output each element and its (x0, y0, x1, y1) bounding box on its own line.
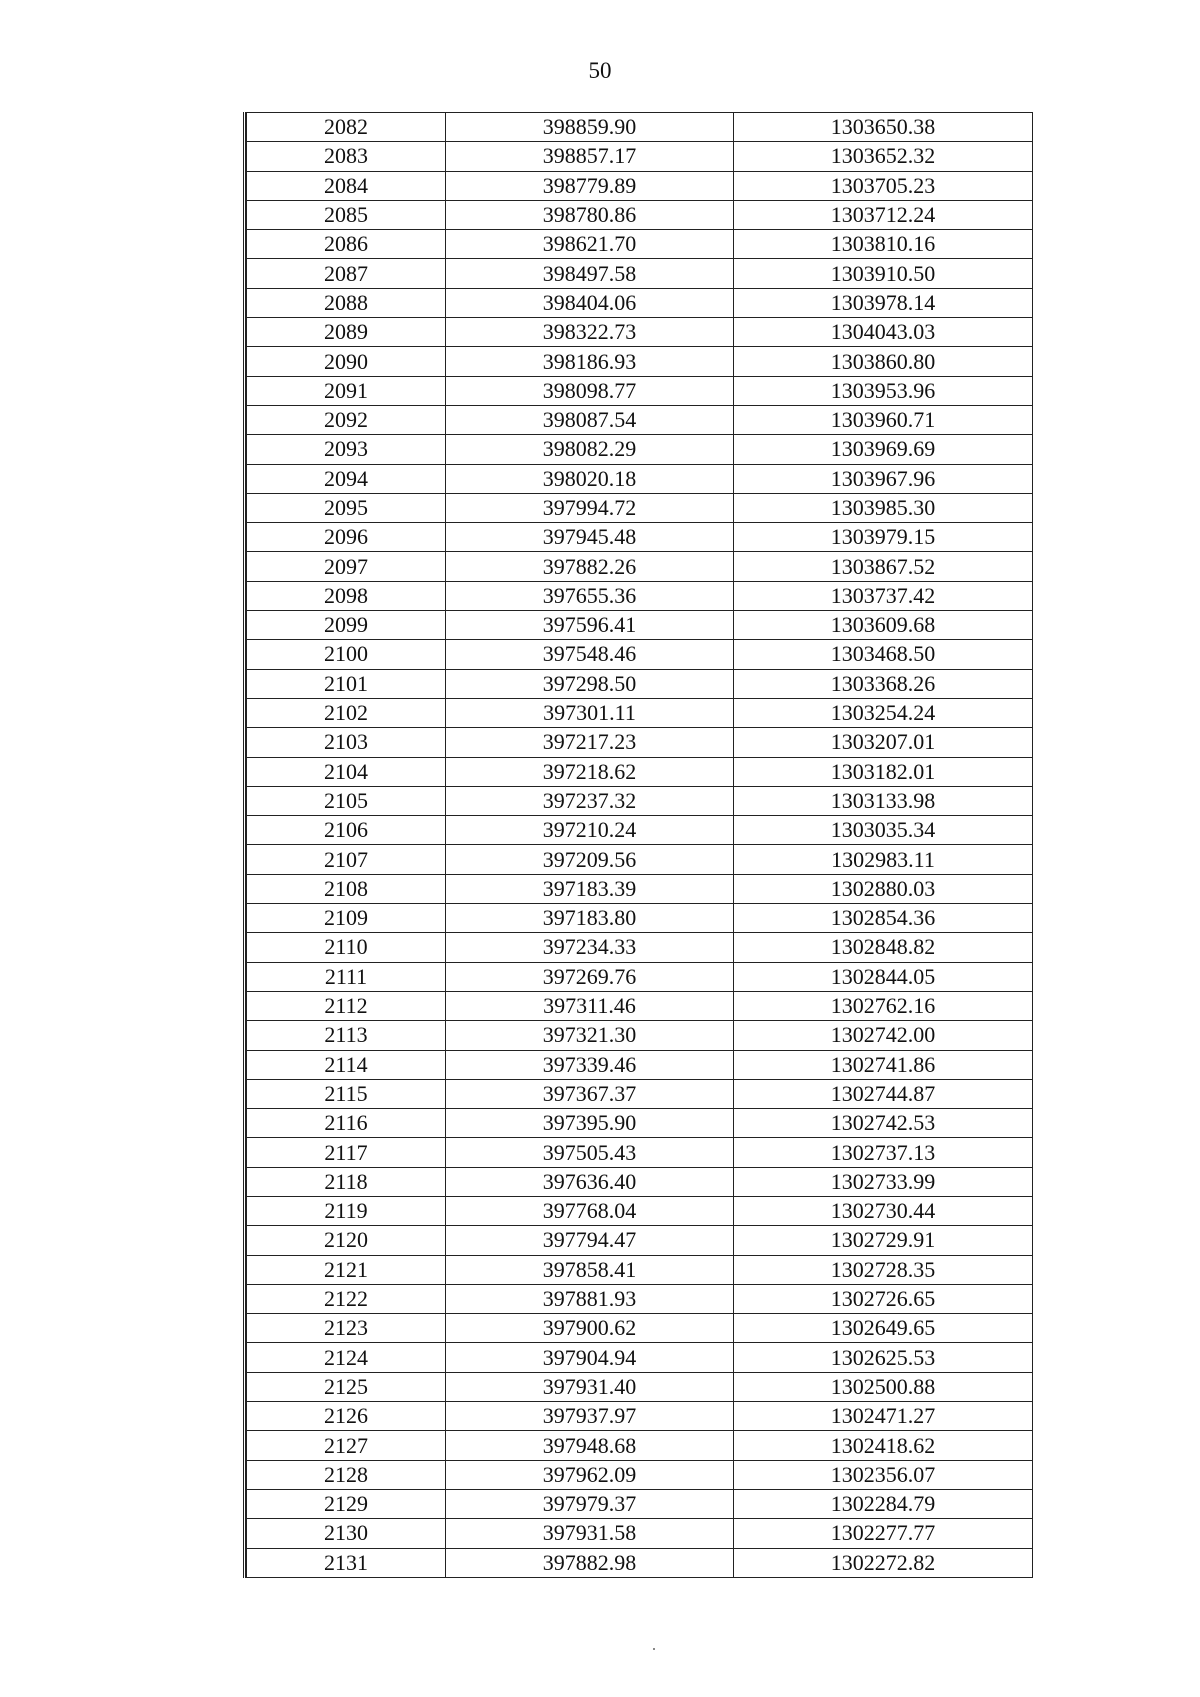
point-number-cell: 2090 (247, 347, 446, 376)
x-coordinate-cell: 397183.39 (446, 874, 734, 903)
y-coordinate-cell: 1303860.80 (734, 347, 1033, 376)
y-coordinate-cell: 1303650.38 (734, 113, 1033, 142)
table-row (247, 1109, 1033, 1138)
y-coordinate-cell: 1302726.65 (734, 1284, 1033, 1313)
table-row (247, 405, 1033, 434)
point-number-cell: 2098 (247, 581, 446, 610)
y-coordinate-cell: 1303712.24 (734, 200, 1033, 229)
x-coordinate-cell: 397218.62 (446, 757, 734, 786)
y-coordinate-cell: 1302728.35 (734, 1255, 1033, 1284)
y-coordinate-cell: 1302277.77 (734, 1519, 1033, 1548)
table-row (247, 581, 1033, 610)
x-coordinate-cell: 398322.73 (446, 318, 734, 347)
point-number-cell: 2112 (247, 991, 446, 1020)
y-coordinate-cell: 1302356.07 (734, 1460, 1033, 1489)
y-coordinate-cell: 1303978.14 (734, 288, 1033, 317)
coordinates-table (246, 112, 1033, 1578)
x-coordinate-cell: 398082.29 (446, 435, 734, 464)
y-coordinate-cell: 1303737.42 (734, 581, 1033, 610)
y-coordinate-cell: 1302730.44 (734, 1196, 1033, 1225)
y-coordinate-cell: 1303979.15 (734, 523, 1033, 552)
table-row (247, 1167, 1033, 1196)
table-row (247, 288, 1033, 317)
x-coordinate-cell: 398404.06 (446, 288, 734, 317)
x-coordinate-cell: 397505.43 (446, 1138, 734, 1167)
table-row (247, 523, 1033, 552)
x-coordinate-cell: 397339.46 (446, 1050, 734, 1079)
x-coordinate-cell: 398857.17 (446, 142, 734, 171)
table-row (247, 552, 1033, 581)
point-number-cell: 2094 (247, 464, 446, 493)
x-coordinate-cell: 397183.80 (446, 904, 734, 933)
point-number-cell: 2104 (247, 757, 446, 786)
table-row (247, 1343, 1033, 1372)
x-coordinate-cell: 398186.93 (446, 347, 734, 376)
table-row (247, 991, 1033, 1020)
y-coordinate-cell: 1302848.82 (734, 933, 1033, 962)
y-coordinate-cell: 1303368.26 (734, 669, 1033, 698)
y-coordinate-cell: 1303652.32 (734, 142, 1033, 171)
table-row (247, 1489, 1033, 1518)
point-number-cell: 2091 (247, 376, 446, 405)
x-coordinate-cell: 397209.56 (446, 845, 734, 874)
x-coordinate-cell: 397900.62 (446, 1314, 734, 1343)
point-number-cell: 2103 (247, 728, 446, 757)
table-row (247, 1021, 1033, 1050)
x-coordinate-cell: 398020.18 (446, 464, 734, 493)
y-coordinate-cell: 1302625.53 (734, 1343, 1033, 1372)
table-row (247, 318, 1033, 347)
table-row (247, 1196, 1033, 1225)
table-row (247, 1519, 1033, 1548)
point-number-cell: 2100 (247, 640, 446, 669)
x-coordinate-cell: 397979.37 (446, 1489, 734, 1518)
point-number-cell: 2109 (247, 904, 446, 933)
table-row (247, 962, 1033, 991)
y-coordinate-cell: 1303810.16 (734, 230, 1033, 259)
page-number: 50 (588, 58, 612, 83)
x-coordinate-cell: 397655.36 (446, 581, 734, 610)
y-coordinate-cell: 1303609.68 (734, 611, 1033, 640)
y-coordinate-cell: 1302844.05 (734, 962, 1033, 991)
table-row (247, 1314, 1033, 1343)
y-coordinate-cell: 1303953.96 (734, 376, 1033, 405)
x-coordinate-cell: 397931.58 (446, 1519, 734, 1548)
x-coordinate-cell: 397636.40 (446, 1167, 734, 1196)
point-number-cell: 2124 (247, 1343, 446, 1372)
x-coordinate-cell: 397858.41 (446, 1255, 734, 1284)
point-number-cell: 2097 (247, 552, 446, 581)
x-coordinate-cell: 398087.54 (446, 405, 734, 434)
x-coordinate-cell: 397948.68 (446, 1431, 734, 1460)
point-number-cell: 2119 (247, 1196, 446, 1225)
point-number-cell: 2128 (247, 1460, 446, 1489)
point-number-cell: 2106 (247, 816, 446, 845)
x-coordinate-cell: 397301.11 (446, 698, 734, 727)
x-coordinate-cell: 397945.48 (446, 523, 734, 552)
y-coordinate-cell: 1303254.24 (734, 698, 1033, 727)
y-coordinate-cell: 1303207.01 (734, 728, 1033, 757)
table-row (247, 1226, 1033, 1255)
y-coordinate-cell: 1303969.69 (734, 435, 1033, 464)
x-coordinate-cell: 397367.37 (446, 1079, 734, 1108)
y-coordinate-cell: 1302880.03 (734, 874, 1033, 903)
point-number-cell: 2092 (247, 405, 446, 434)
point-number-cell: 2118 (247, 1167, 446, 1196)
point-number-cell: 2116 (247, 1109, 446, 1138)
point-number-cell: 2131 (247, 1548, 446, 1577)
y-coordinate-cell: 1303133.98 (734, 786, 1033, 815)
point-number-cell: 2129 (247, 1489, 446, 1518)
table-row (247, 259, 1033, 288)
x-coordinate-cell: 397298.50 (446, 669, 734, 698)
table-row (247, 611, 1033, 640)
point-number-cell: 2095 (247, 493, 446, 522)
y-coordinate-cell: 1302742.00 (734, 1021, 1033, 1050)
table-row (247, 845, 1033, 874)
x-coordinate-cell: 397596.41 (446, 611, 734, 640)
table-row (247, 464, 1033, 493)
table-row (247, 816, 1033, 845)
x-coordinate-cell: 397217.23 (446, 728, 734, 757)
coordinates-table-container (243, 112, 1032, 1578)
table-row (247, 786, 1033, 815)
y-coordinate-cell: 1302744.87 (734, 1079, 1033, 1108)
x-coordinate-cell: 397237.32 (446, 786, 734, 815)
x-coordinate-cell: 397881.93 (446, 1284, 734, 1313)
point-number-cell: 2126 (247, 1402, 446, 1431)
point-number-cell: 2117 (247, 1138, 446, 1167)
x-coordinate-cell: 397548.46 (446, 640, 734, 669)
y-coordinate-cell: 1303035.34 (734, 816, 1033, 845)
x-coordinate-cell: 397269.76 (446, 962, 734, 991)
x-coordinate-cell: 398779.89 (446, 171, 734, 200)
point-number-cell: 2121 (247, 1255, 446, 1284)
x-coordinate-cell: 397994.72 (446, 493, 734, 522)
y-coordinate-cell: 1302737.13 (734, 1138, 1033, 1167)
point-number-cell: 2125 (247, 1372, 446, 1401)
point-number-cell: 2123 (247, 1314, 446, 1343)
table-row (247, 874, 1033, 903)
y-coordinate-cell: 1302762.16 (734, 991, 1033, 1020)
y-coordinate-cell: 1302741.86 (734, 1050, 1033, 1079)
y-coordinate-cell: 1302983.11 (734, 845, 1033, 874)
y-coordinate-cell: 1303910.50 (734, 259, 1033, 288)
table-row (247, 757, 1033, 786)
table-row (247, 493, 1033, 522)
point-number-cell: 2122 (247, 1284, 446, 1313)
point-number-cell: 2127 (247, 1431, 446, 1460)
x-coordinate-cell: 398497.58 (446, 259, 734, 288)
table-row (247, 171, 1033, 200)
x-coordinate-cell: 397210.24 (446, 816, 734, 845)
table-row (247, 376, 1033, 405)
y-coordinate-cell: 1302500.88 (734, 1372, 1033, 1401)
table-row (247, 1255, 1033, 1284)
point-number-cell: 2115 (247, 1079, 446, 1108)
y-coordinate-cell: 1302418.62 (734, 1431, 1033, 1460)
table-row (247, 1431, 1033, 1460)
y-coordinate-cell: 1302742.53 (734, 1109, 1033, 1138)
coordinates-table-body (247, 113, 1033, 1578)
y-coordinate-cell: 1302729.91 (734, 1226, 1033, 1255)
point-number-cell: 2113 (247, 1021, 446, 1050)
x-coordinate-cell: 397311.46 (446, 991, 734, 1020)
table-row (247, 113, 1033, 142)
table-row (247, 200, 1033, 229)
table-row (247, 1402, 1033, 1431)
x-coordinate-cell: 398098.77 (446, 376, 734, 405)
table-row (247, 1284, 1033, 1313)
x-coordinate-cell: 398621.70 (446, 230, 734, 259)
point-number-cell: 2093 (247, 435, 446, 464)
y-coordinate-cell: 1302471.27 (734, 1402, 1033, 1431)
y-coordinate-cell: 1303967.96 (734, 464, 1033, 493)
x-coordinate-cell: 397937.97 (446, 1402, 734, 1431)
x-coordinate-cell: 397768.04 (446, 1196, 734, 1225)
table-row (247, 435, 1033, 464)
point-number-cell: 2101 (247, 669, 446, 698)
x-coordinate-cell: 397395.90 (446, 1109, 734, 1138)
point-number-cell: 2111 (247, 962, 446, 991)
table-row (247, 904, 1033, 933)
table-row (247, 142, 1033, 171)
y-coordinate-cell: 1302854.36 (734, 904, 1033, 933)
table-row (247, 230, 1033, 259)
point-number-cell: 2083 (247, 142, 446, 171)
x-coordinate-cell: 398780.86 (446, 200, 734, 229)
x-coordinate-cell: 397234.33 (446, 933, 734, 962)
point-number-cell: 2099 (247, 611, 446, 640)
point-number-cell: 2086 (247, 230, 446, 259)
x-coordinate-cell: 397882.98 (446, 1548, 734, 1577)
x-coordinate-cell: 397794.47 (446, 1226, 734, 1255)
point-number-cell: 2089 (247, 318, 446, 347)
y-coordinate-cell: 1303867.52 (734, 552, 1033, 581)
y-coordinate-cell: 1302649.65 (734, 1314, 1033, 1343)
y-coordinate-cell: 1303468.50 (734, 640, 1033, 669)
x-coordinate-cell: 397962.09 (446, 1460, 734, 1489)
table-row (247, 1050, 1033, 1079)
x-coordinate-cell: 397931.40 (446, 1372, 734, 1401)
table-row (247, 933, 1033, 962)
x-coordinate-cell: 397904.94 (446, 1343, 734, 1372)
point-number-cell: 2096 (247, 523, 446, 552)
point-number-cell: 2107 (247, 845, 446, 874)
table-row (247, 728, 1033, 757)
point-number-cell: 2085 (247, 200, 446, 229)
point-number-cell: 2110 (247, 933, 446, 962)
point-number-cell: 2102 (247, 698, 446, 727)
table-row (247, 698, 1033, 727)
point-number-cell: 2105 (247, 786, 446, 815)
y-coordinate-cell: 1304043.03 (734, 318, 1033, 347)
table-row (247, 669, 1033, 698)
x-coordinate-cell: 397882.26 (446, 552, 734, 581)
point-number-cell: 2084 (247, 171, 446, 200)
point-number-cell: 2130 (247, 1519, 446, 1548)
y-coordinate-cell: 1303705.23 (734, 171, 1033, 200)
point-number-cell: 2114 (247, 1050, 446, 1079)
point-number-cell: 2120 (247, 1226, 446, 1255)
scan-speck (653, 1648, 655, 1650)
point-number-cell: 2082 (247, 113, 446, 142)
y-coordinate-cell: 1302284.79 (734, 1489, 1033, 1518)
table-row (247, 1460, 1033, 1489)
point-number-cell: 2087 (247, 259, 446, 288)
table-row (247, 1372, 1033, 1401)
table-row (247, 640, 1033, 669)
y-coordinate-cell: 1303960.71 (734, 405, 1033, 434)
point-number-cell: 2088 (247, 288, 446, 317)
y-coordinate-cell: 1303985.30 (734, 493, 1033, 522)
x-coordinate-cell: 398859.90 (446, 113, 734, 142)
y-coordinate-cell: 1302733.99 (734, 1167, 1033, 1196)
y-coordinate-cell: 1303182.01 (734, 757, 1033, 786)
table-row (247, 1548, 1033, 1577)
point-number-cell: 2108 (247, 874, 446, 903)
table-row (247, 1079, 1033, 1108)
table-row (247, 1138, 1033, 1167)
table-row (247, 347, 1033, 376)
x-coordinate-cell: 397321.30 (446, 1021, 734, 1050)
y-coordinate-cell: 1302272.82 (734, 1548, 1033, 1577)
